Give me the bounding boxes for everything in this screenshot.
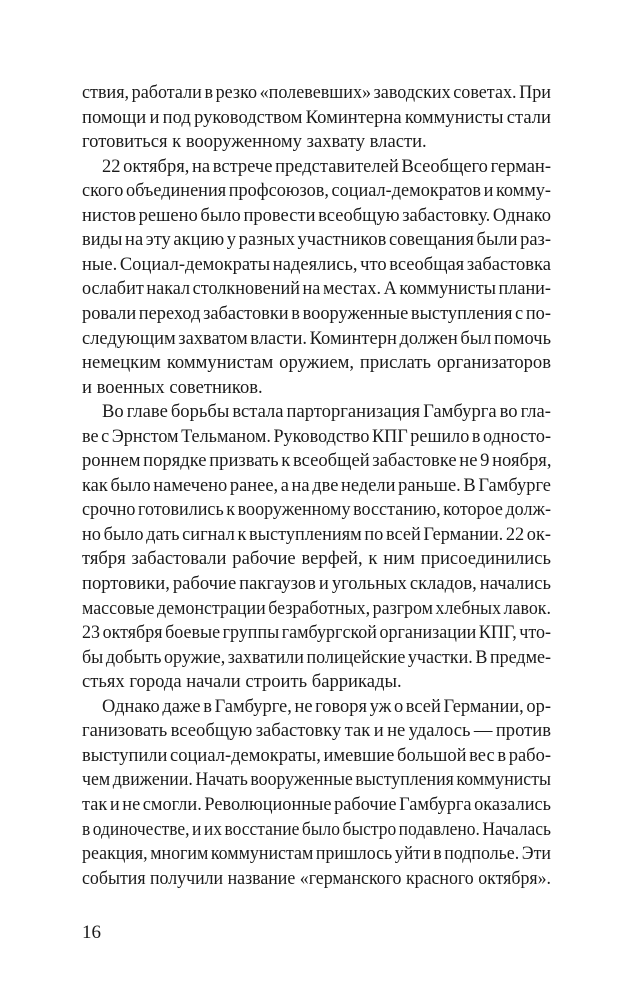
text-line: ослабит накал столкновений на местах. А коммунисты плани-: [82, 278, 551, 300]
text-line: срочно готовились к вооруженному восстанию, которое долж-: [82, 499, 551, 521]
text-line: ные. Социал-демократы надеялись, что всеобщая забастовка: [82, 253, 551, 275]
text-line: но было дать сигнал к выступлениям по всей Германии. 22 ок-: [82, 523, 551, 545]
text-line: помощи и под руководством Коминтерна коммунисты стали: [82, 106, 551, 128]
text-line: ве с Эрнстом Тельманом. Руководство КПГ решило в односто-: [82, 425, 551, 447]
text-line: немецким коммунистам оружием, прислать организаторов: [82, 352, 551, 374]
text-line: следующим захватом власти. Коминтерн должен был помочь: [82, 327, 551, 349]
text-line: портовики, рабочие пакгаузов и угольных складов, начались: [82, 573, 551, 594]
text-line: виды на эту акцию у разных участников совещания были раз-: [82, 229, 551, 251]
text-line: роннем порядке призвать к всеобщей забастовке не 9 ноября,: [82, 450, 552, 472]
text-line: события получили название «германского красного октября».: [82, 867, 551, 889]
text-line: выступили социал-демократы, имевшие большой вес в рабо-: [82, 744, 551, 766]
page-number: 16: [82, 922, 101, 943]
text-line: готовиться к вооруженному захвату власти.: [82, 131, 427, 153]
text-line: так и не смогли. Революционные рабочие Гамбурга оказались: [82, 793, 551, 815]
text-line: 23 октября боевые группы гамбургской организации КПГ, что-: [82, 622, 551, 644]
text-line: стьях города начали строить баррикады.: [82, 671, 402, 693]
text-line: ганизовать всеобщую забастовку так и не удалось — против: [82, 720, 551, 742]
text-line: и военных советников.: [82, 376, 263, 398]
text-line: чем движении. Начать вооруженные выступления коммунисты: [82, 769, 551, 791]
text-line: Однако даже в Гамбурге, не говоря уж о всей Германии, ор-: [102, 695, 551, 717]
text-line: ского объединения профсоюзов, социал-демократов и комму-: [82, 180, 551, 202]
text-line: тября забастовали рабочие верфей, к ним присоединились: [82, 548, 551, 570]
text-line: бы добыть оружие, захватили полицейские участки. В предме-: [82, 646, 551, 668]
text-line: ствия, работали в резко «полевевших» заводских советах. При: [82, 82, 551, 103]
text-line: массовые демонстрации безработных, разгром хлебных лавок.: [82, 597, 551, 619]
text-line: ровали переход забастовки в вооруженные выступления с по-: [82, 302, 551, 324]
text-line: в одиночестве, и их восстание было быстро подавлено. Началась: [82, 818, 551, 840]
text-line: 22 октября, на встрече представителей Всеобщего герман-: [102, 155, 551, 177]
text-line: реакция, многим коммунистам пришлось уйти в подполье. Эти: [82, 843, 551, 865]
text-line: нистов решено было провести всеобщую забастовку. Однако: [82, 204, 551, 226]
text-line: как было намечено ранее, а на две недели раньше. В Гамбурге: [82, 474, 551, 496]
text-line: Во главе борьбы встала парторганизация Гамбурга во гла-: [102, 401, 551, 423]
